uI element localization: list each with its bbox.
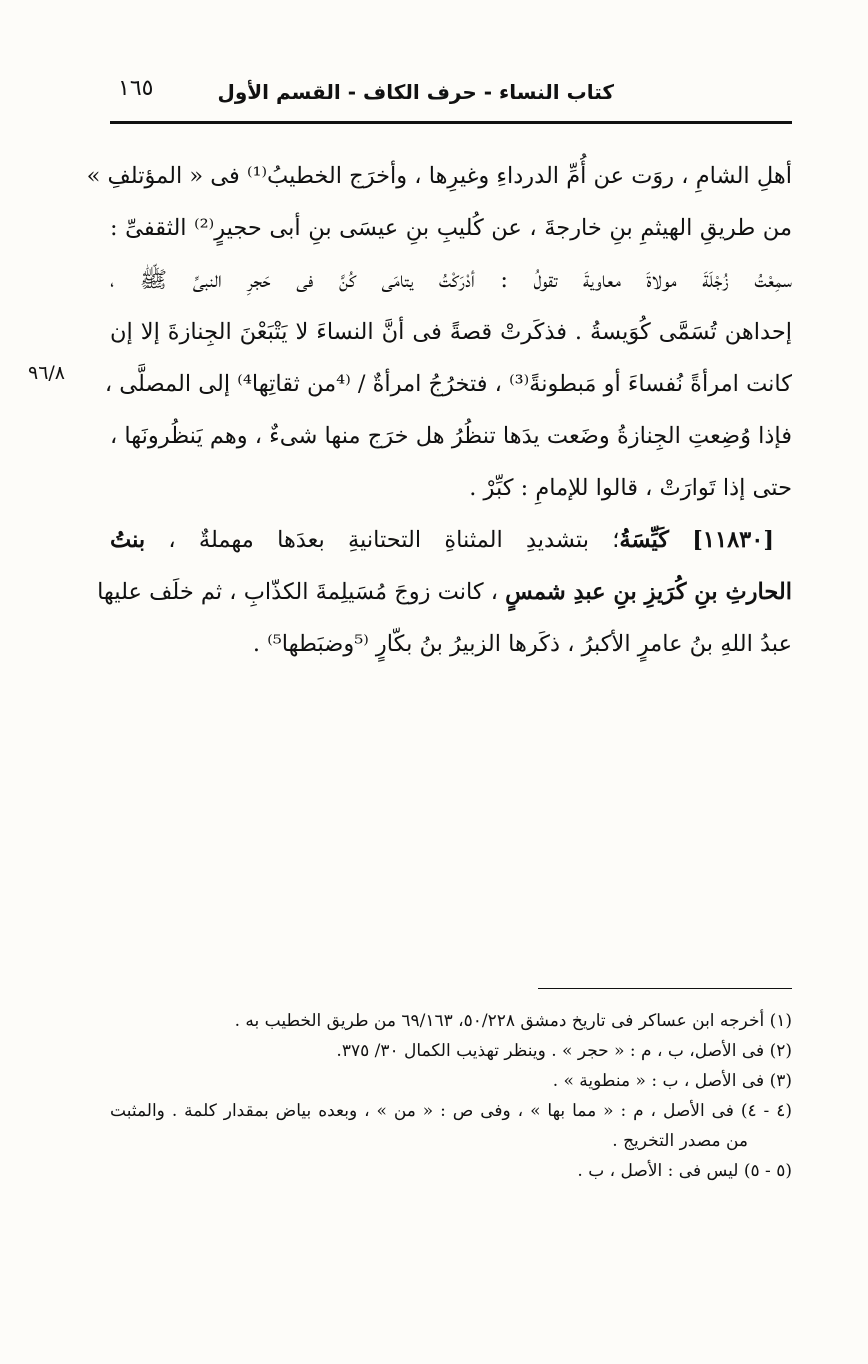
text-line: أهلِ الشامِ ، روَت عن أُمِّ الدرداءِ وغيرِها ، وأخرَج الخطيبُ⁽¹⁾ فى « المؤتلفِ » <box>86 163 792 189</box>
text-line: من طريقِ الهيثمِ بنِ خارجةَ ، عن كُليبِ بنِ عيسَى بنِ أبى حجيرٍ⁽²⁾ الثقفىِّ : <box>110 215 792 241</box>
entry-line: عبدُ اللهِ بنُ عامرٍ الأكبرُ ، ذكَرها الزبيرُ بنُ بكّارٍ ⁽⁵وضبَطها⁵⁾ . <box>252 631 792 657</box>
entry-description: ؛ بتشديدِ المثناةِ التحتانيةِ بعدَها مهملةٌ ، <box>168 527 620 553</box>
entry-text: ، كانت زوجَ مُسَيلِمةَ الكذّابِ ، ثم خلَف عليها <box>97 579 498 605</box>
footnote: (٥ - ٥) ليس فى : الأصل ، ب . <box>577 1161 792 1181</box>
running-head <box>110 76 792 116</box>
text-line: سمِعْتُ زُجْلَةَ مولاةَ معاويةَ تقولُ : أدْرَكْتُ يتامَى كُنَّ فى حَجرِ النبىِّ ﷺ ، <box>110 267 792 293</box>
running-title: كتاب النساء - حرف الكاف - القسم الأول <box>217 80 614 104</box>
header-rule <box>110 121 792 124</box>
footnote: (٣) فى الأصل ، ب : « منطوية » . <box>552 1071 792 1091</box>
margin-reference: ٩٦/٨ <box>28 362 66 384</box>
footnote: (٢) فى الأصل، ب ، م : « حجر » . وينظر تهذيب الكمال ٣٠/ ٣٧٥. <box>336 1041 792 1061</box>
text-line: كانت امرأةً نُفساءَ أو مَبطونةً⁽³⁾ ، فتخرُجُ امرأةٌ / ⁽⁴من ثقاتِها⁴⁾ إلى المصلَّى ، <box>104 371 792 397</box>
entry-name: كَيِّسَةُ <box>619 527 670 553</box>
footnote: (١) أخرجه ابن عساكر فى تاريخ دمشق ٥٠/٢٢٨، ٦٩/١٦٣ من طريق الخطيب به . <box>234 1011 792 1031</box>
footnote: (٤ - ٤) فى الأصل ، م : « مما بها » ، وفى ص : « من » ، وبعده بياض بمقدار كلمة . والمثبت <box>110 1101 792 1121</box>
entry-lineage: الحارثِ بنِ كُرَيزِ بنِ عبدِ شمسٍ <box>505 579 792 605</box>
footnote-rule <box>538 988 792 989</box>
text-line: إحداهن تُسَمَّى كُوَيسةُ . فذكَرتْ قصةً فى أنَّ النساءَ لا يَتْبَعْنَ الجِنازةَ إلا إن <box>110 319 792 345</box>
text-line: حتى إذا تَوارَتْ ، قالوا للإمامِ : كبِّرْ . <box>469 475 792 501</box>
entry-line <box>110 514 792 566</box>
main-text <box>86 150 792 670</box>
footnote-continuation: من مصدر التخريج . <box>612 1131 748 1151</box>
entry-lineage-start: بنتُ <box>110 527 146 553</box>
page-number: ١٦٥ <box>118 76 154 101</box>
text-line: فإذا وُضِعتِ الجِنازةُ وضَعت يدَها تنظُرُ هل خرَج منها شىءٌ ، وهم يَنظُرونَها ، <box>110 423 792 449</box>
footnotes <box>110 1006 792 1186</box>
entry-line <box>97 566 792 618</box>
entry-number: [١١٨٣٠] <box>692 527 775 553</box>
